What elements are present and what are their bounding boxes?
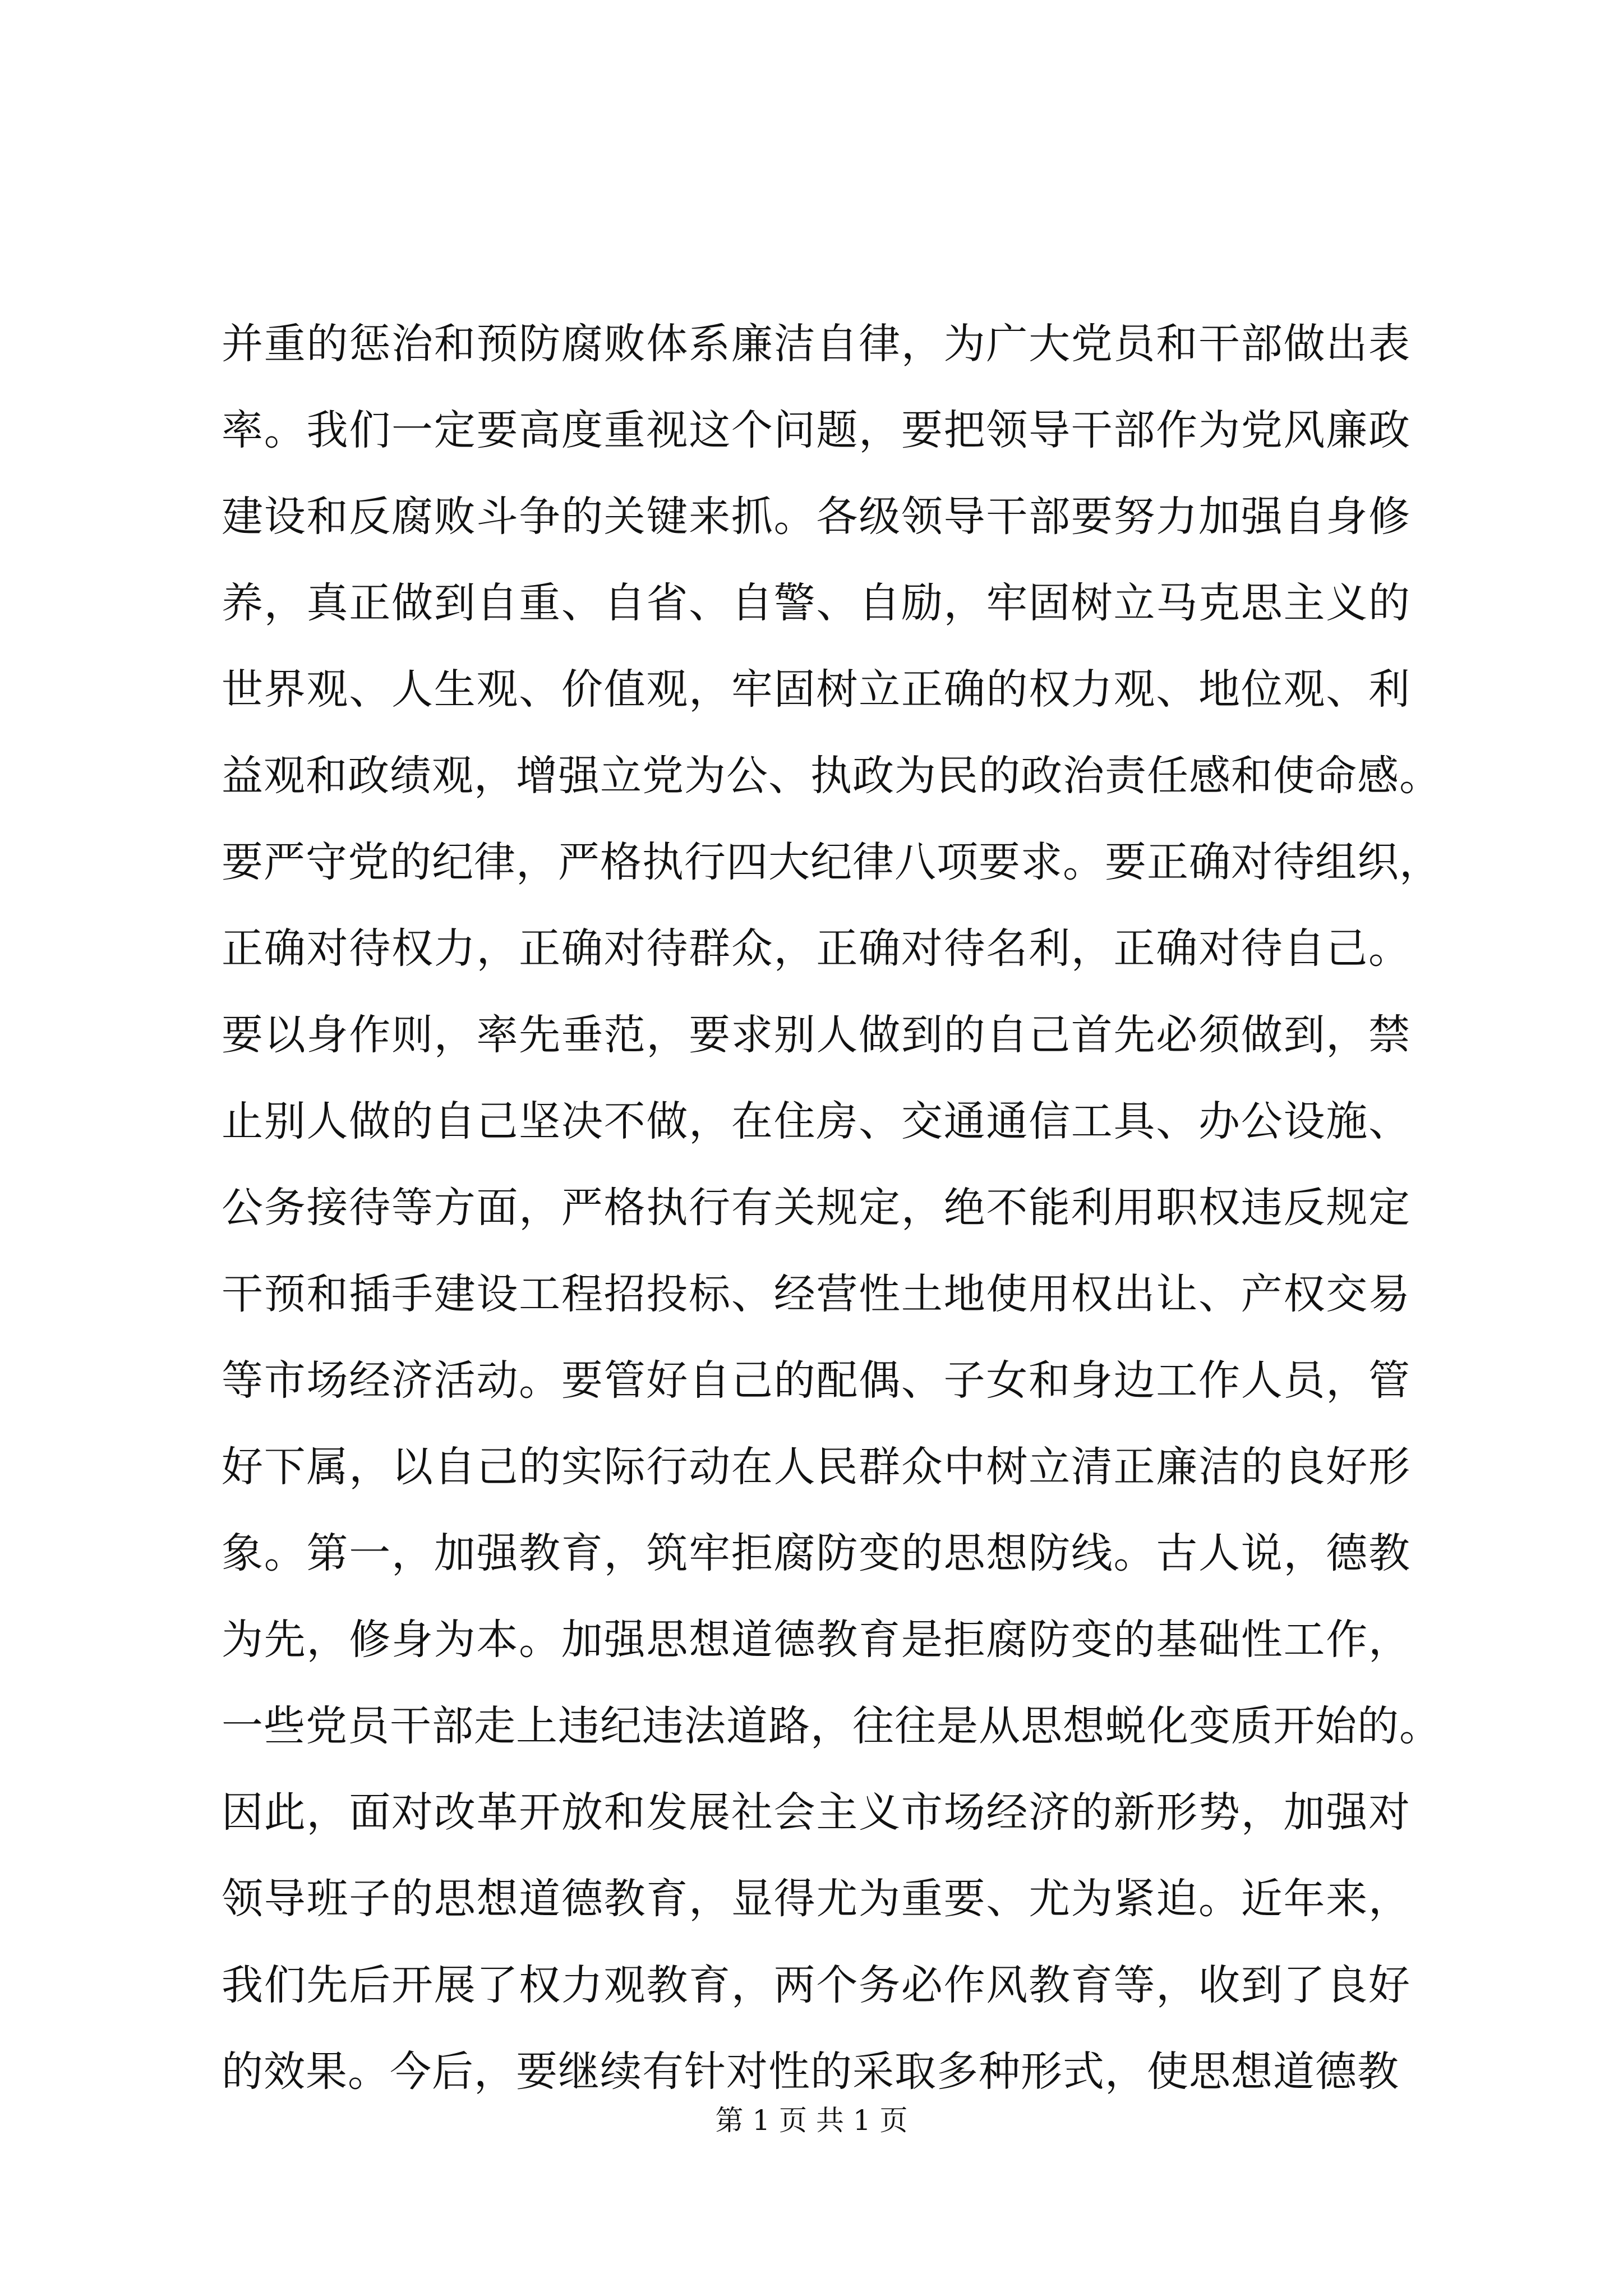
text-line: 建设和反腐败斗争的关键来抓。各级领导干部要努力加强自身修 — [222, 493, 1410, 541]
text-line: 世界观、人生观、价值观，牢固树立正确的权力观、地位观、利 — [222, 665, 1410, 714]
text-line: 率。我们一定要高度重视这个问题，要把领导干部作为党风廉政 — [222, 406, 1410, 454]
text-line: 的效果。今后，要继续有针对性的采取多种形式，使思想道德教 — [222, 2047, 1399, 2096]
text-line: 象。第一，加强教育，筑牢拒腐防变的思想防线。古人说，德教 — [222, 1529, 1410, 1577]
text-line: 公务接待等方面，严格执行有关规定，绝不能利用职权违反规定 — [222, 1184, 1410, 1232]
text-line: 并重的惩治和预防腐败体系廉洁自律，为广大党员和干部做出表 — [222, 320, 1410, 368]
text-line: 因此，面对改革开放和发展社会主义市场经济的新形势，加强对 — [222, 1788, 1410, 1837]
text-line: 止别人做的自己坚决不做，在住房、交通通信工具、办公设施、 — [222, 1097, 1410, 1145]
text-line: 一些党员干部走上违纪违法道路，往往是从思想蜕化变质开始的。 — [222, 1702, 1441, 1750]
text-line: 养，真正做到自重、自省、自警、自励，牢固树立马克思主义的 — [222, 579, 1410, 627]
text-line: 正确对待权力，正确对待群众，正确对待名利，正确对待自己。 — [222, 924, 1410, 973]
text-line: 干预和插手建设工程招投标、经营性土地使用权出让、产权交易 — [222, 1270, 1410, 1318]
text-line: 益观和政绩观，增强立党为公、执政为民的政治责任感和使命感。 — [222, 752, 1441, 800]
text-line: 好下属，以自己的实际行动在人民群众中树立清正廉洁的良好形 — [222, 1443, 1410, 1491]
body-text — [222, 301, 1441, 2115]
text-line: 要严守党的纪律，严格执行四大纪律八项要求。要正确对待组织， — [222, 838, 1441, 886]
text-line: 领导班子的思想道德教育，显得尤为重要、尤为紧迫。近年来， — [222, 1875, 1410, 1923]
text-line: 我们先后开展了权力观教育，两个务必作风教育等，收到了良好 — [222, 1961, 1410, 2009]
page-footer: 第 1 页 共 1 页 — [715, 2104, 908, 2137]
text-line: 为先，修身为本。加强思想道德教育是拒腐防变的基础性工作， — [222, 1616, 1410, 1664]
text-line: 等市场经济活动。要管好自己的配偶、子女和身边工作人员，管 — [222, 1356, 1410, 1405]
text-line: 要以身作则，率先垂范，要求别人做到的自己首先必须做到，禁 — [222, 1011, 1410, 1059]
